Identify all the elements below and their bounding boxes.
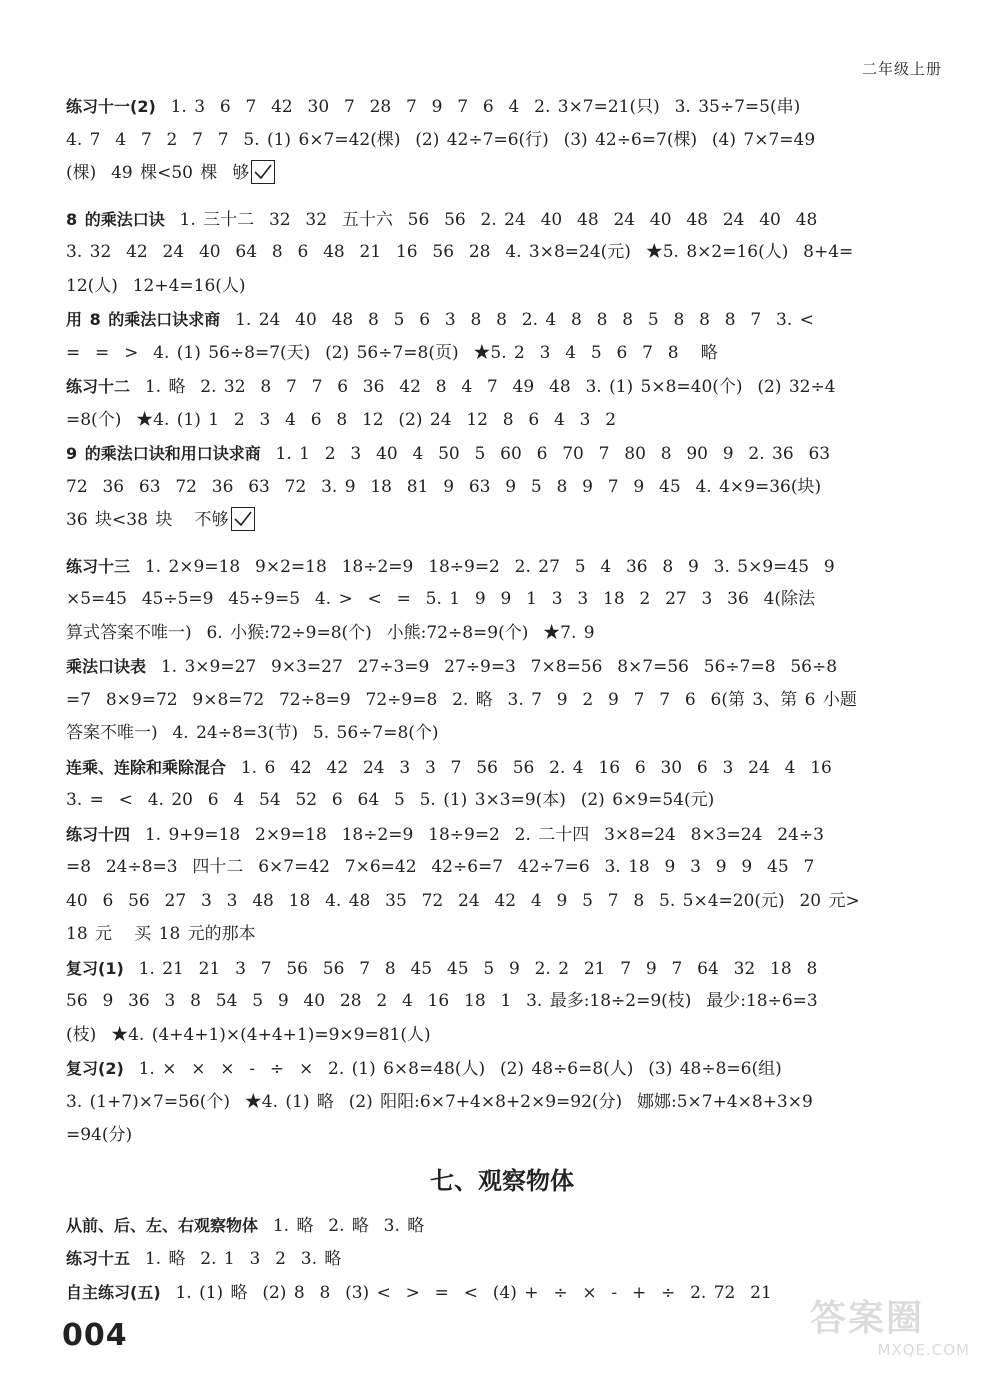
- answer-line: 答案不唯一) 4. 24÷8=3(节) 5. 56÷7=8(个): [66, 723, 439, 743]
- answer-line: 9 的乘法口诀和用口诀求商 1. 1 2 3 40 4 50 5 60 6 70 7 80 8 90 9 2. 36 63: [66, 444, 831, 464]
- answer-line: 36 块<38 块 不够: [66, 504, 938, 538]
- section-heading: 练习十一(2): [66, 97, 156, 116]
- answer-line: =7 8×9=72 9×8=72 72÷8=9 72÷9=8 2. 略 3. 7 9 2 9 7 7 6 6(第 3、第 6 小题: [66, 689, 857, 710]
- running-header: 二年级上册: [861, 60, 942, 78]
- section-heading: 从前、后、左、右观察物体: [66, 1215, 259, 1235]
- section-heading: 复习(2): [66, 1059, 124, 1078]
- watermark-url: MXQE.COM: [877, 1341, 970, 1359]
- section-heading: 乘法口诀表: [66, 657, 147, 676]
- answer-line: 复习(2) 1. × × × - ÷ × 2. (1) 6×8=48(人) (2) 48÷6=8(人) (3) 48÷8=6(组): [66, 1059, 782, 1079]
- answer-line: 复习(1) 1. 21 21 3 7 56 56 7 8 45 45 5 9 2. 2 21 7 9 7 64 32 18 8: [66, 958, 818, 979]
- answer-content: [66, 90, 938, 1309]
- section-heading: 9 的乘法口诀和用口诀求商: [66, 444, 261, 463]
- checkmark-icon: [251, 160, 275, 184]
- answer-line: 18 元 买 18 元的那本: [66, 924, 256, 944]
- page-number: 004: [62, 1318, 128, 1353]
- answer-line: 从前、后、左、右观察物体 1. 略 2. 略 3. 略: [66, 1215, 425, 1236]
- answer-line: ×5=45 45÷5=9 45÷9=5 4. > < = 5. 1 9 9 1 3 3 18 2 27 3 36 4(除法: [66, 589, 816, 609]
- answer-line: 乘法口诀表 1. 3×9=27 9×3=27 27÷3=9 27÷9=3 7×8=56 8×7=56 56÷7=8 56÷8: [66, 657, 838, 677]
- answer-line: 练习十五 1. 略 2. 1 3 2 3. 略: [66, 1249, 342, 1269]
- section-heading: 8 的乘法口诀: [66, 209, 165, 229]
- answer-line: 4. 7 4 7 2 7 7 5. (1) 6×7=42(棵) (2) 42÷7=6(行) (3) 42÷6=7(棵) (4) 7×7=49: [66, 129, 816, 150]
- section-heading: 练习十四: [66, 824, 131, 844]
- answer-line: 56 9 36 3 8 54 5 9 40 28 2 4 16 18 1 3. 最多:18÷2=9(枝) 最少:18÷6=3: [66, 991, 818, 1011]
- checkmark-icon: [231, 507, 255, 531]
- section-heading: 用 8 的乘法口诀求商: [66, 310, 221, 329]
- answer-line: 3. = < 4. 20 6 4 54 52 6 64 5 5. (1) 3×3=9(本) (2) 6×9=54(元): [66, 790, 715, 810]
- answer-line: 练习十一(2) 1. 3 6 7 42 30 7 28 7 9 7 6 4 2. 3×7=21(只) 3. 35÷7=5(串): [66, 97, 801, 117]
- watermark-logo: [810, 1290, 970, 1380]
- answer-line: 练习十三 1. 2×9=18 9×2=18 18÷2=9 18÷9=2 2. 27 5 4 36 8 9 3. 5×9=45 9: [66, 556, 835, 577]
- section-heading: 练习十三: [66, 556, 131, 576]
- answer-line: 算式答案不唯一) 6. 小猴:72÷9=8(个) 小熊:72÷8=9(个) ★7. 9: [66, 622, 595, 643]
- answer-line: =94(分): [66, 1125, 133, 1145]
- answer-line: (枝) ★4. (4+4+1)×(4+4+1)=9×9=81(人): [66, 1024, 431, 1045]
- section-heading: 复习(1): [66, 958, 124, 978]
- answer-line: =8 24÷8=3 四十二 6×7=42 7×6=42 42÷6=7 42÷7=6 3. 18 9 3 9 9 45 7: [66, 857, 815, 877]
- section-heading: 连乘、连除和乘除混合: [66, 757, 227, 777]
- answer-line: 自主练习(五) 1. (1) 略 (2) 8 8 (3) < > = < (4) + ÷ × - + ÷ 2. 72 21: [66, 1282, 772, 1303]
- watermark-text: 答案圈: [810, 1298, 925, 1339]
- section-heading: 自主练习(五): [66, 1282, 161, 1302]
- answer-line: 练习十四 1. 9+9=18 2×9=18 18÷2=9 18÷9=2 2. 二十四 3×8=24 8×3=24 24÷3: [66, 824, 824, 845]
- answer-line: 8 的乘法口诀 1. 三十二 32 32 五十六 56 56 2. 24 40 48 24 40 48 24 40 48: [66, 209, 818, 230]
- section-heading: 练习十二: [66, 377, 131, 396]
- chapter-title: 七、观察物体: [430, 1166, 574, 1195]
- answer-line: =8(个) ★4. (1) 1 2 3 4 6 8 12 (2) 24 12 8 6 4 3 2: [66, 409, 617, 430]
- answer-line: 40 6 56 27 3 3 48 18 4. 48 35 72 24 42 4 9 5 7 8 5. 5×4=20(元) 20 元>: [66, 890, 860, 911]
- answer-line: 用 8 的乘法口诀求商 1. 24 40 48 8 5 6 3 8 8 2. 4 8 8 8 5 8 8 8 7 3. <: [66, 310, 814, 330]
- answer-line: = = > 4. (1) 56÷8=7(天) (2) 56÷7=8(页) ★5. 2 3 4 5 6 7 8 略: [66, 342, 718, 363]
- answer-line: 3. 32 42 24 40 64 8 6 48 21 16 56 28 4. 3×8=24(元) ★5. 8×2=16(人) 8+4=: [66, 242, 854, 262]
- section-heading: 练习十五: [66, 1249, 131, 1268]
- answer-line: 72 36 63 72 36 63 72 3. 9 18 81 9 63 9 5 8 9 7 9 45 4. 4×9=36(块): [66, 476, 822, 497]
- answer-line: 连乘、连除和乘除混合 1. 6 42 42 24 3 3 7 56 56 2. 4 16 6 30 6 3 24 4 16: [66, 757, 832, 778]
- answer-line: 练习十二 1. 略 2. 32 8 7 7 6 36 42 8 4 7 49 48 3. (1) 5×8=40(个) (2) 32÷4: [66, 377, 836, 397]
- answer-line: 12(人) 12+4=16(人): [66, 275, 246, 296]
- answer-line: 3. (1+7)×7=56(个) ★4. (1) 略 (2) 阳阳:6×7+4×8+2×9=92(分) 娜娜:5×7+4×8+3×9: [66, 1091, 813, 1112]
- answer-line: (棵) 49 棵<50 棵 够: [66, 157, 938, 191]
